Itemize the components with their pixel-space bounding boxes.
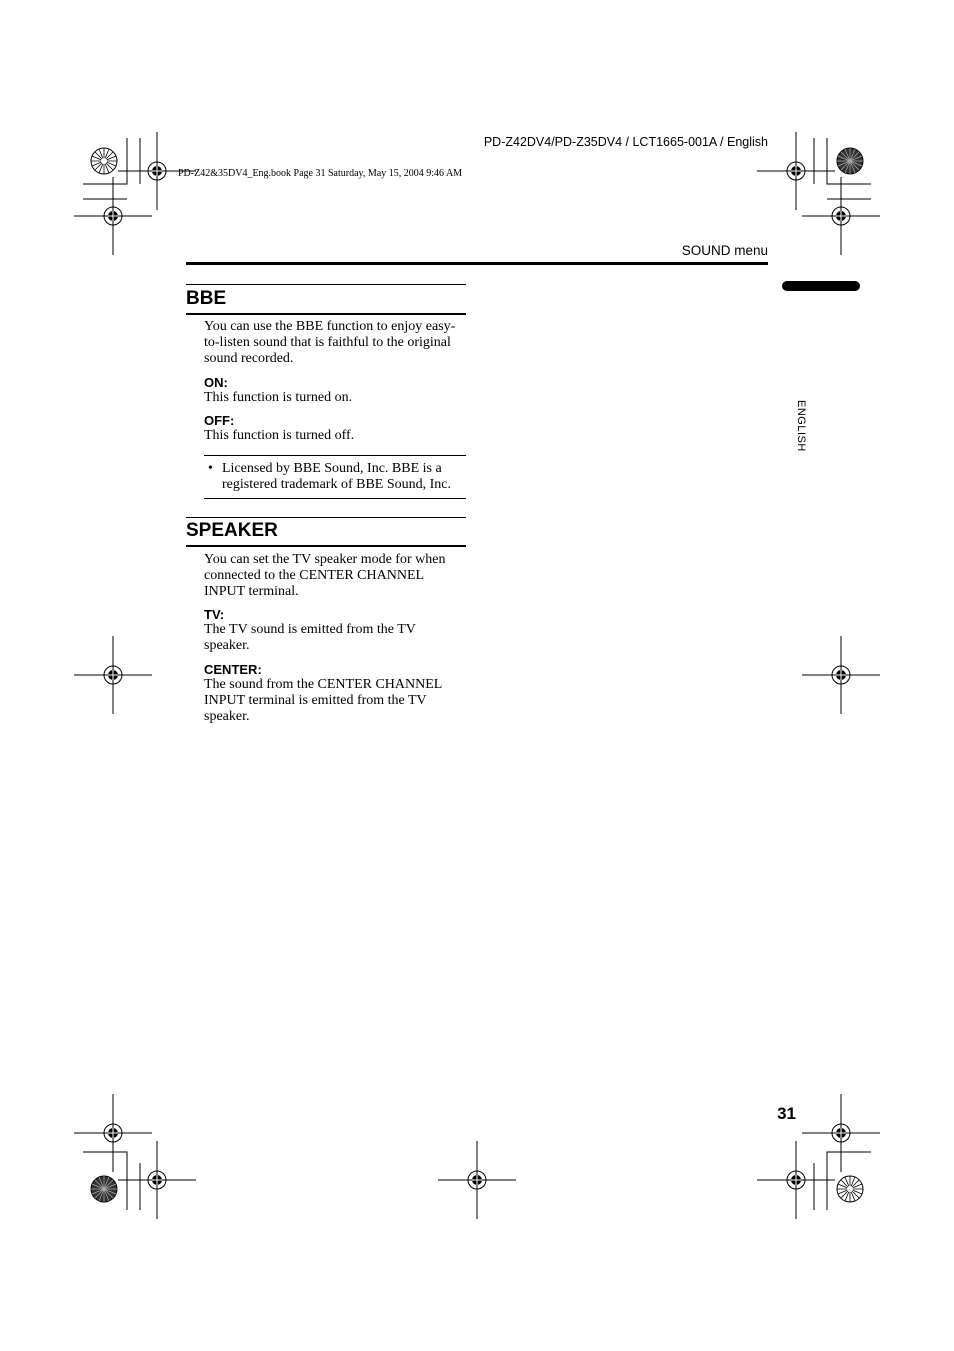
- bbe-off-desc: This function is turned off.: [204, 428, 355, 443]
- speaker-top-rule: [186, 517, 466, 518]
- bbe-heading: BBE: [186, 288, 227, 309]
- speaker-heading: SPEAKER: [186, 520, 278, 541]
- bbe-note-top-rule: [204, 455, 466, 456]
- page-number: 31: [777, 1104, 796, 1123]
- bbe-on-term: ON:: [204, 375, 228, 390]
- speaker-tv-term: TV:: [204, 607, 225, 622]
- language-tab-label: ENGLISH: [795, 400, 807, 452]
- document-id: PD-Z42DV4/PD-Z35DV4 / LCT1665-001A / English: [483, 135, 768, 149]
- bbe-top-rule: [186, 284, 466, 285]
- bbe-off-term: OFF:: [204, 413, 235, 428]
- speaker-center-term: CENTER:: [204, 662, 262, 677]
- bbe-heading-rule: [186, 313, 466, 315]
- bullet-icon: •: [208, 461, 213, 476]
- speaker-center-desc: The sound from the CENTER CHANNEL INPUT terminal is emitted from the TV speaker.: [204, 677, 442, 724]
- bbe-note-bottom-rule: [204, 498, 466, 499]
- book-file-info: PD-Z42&35DV4_Eng.book Page 31 Saturday, May 15, 2004 9:46 AM: [178, 168, 463, 179]
- bbe-trademark-text: Licensed by BBE Sound, Inc. BBE is a registered trademark of BBE Sound, Inc.: [222, 461, 451, 492]
- speaker-heading-rule: [186, 545, 466, 547]
- header-rule: [186, 262, 768, 265]
- bbe-intro: You can use the BBE function to enjoy easy-to-listen sound that is faithful to the original sound recorded.: [204, 319, 456, 366]
- speaker-intro: You can set the TV speaker mode for when connected to the CENTER CHANNEL INPUT terminal.: [204, 552, 446, 599]
- section-header: SOUND menu: [681, 243, 768, 258]
- language-tab-marker: [782, 281, 860, 291]
- bbe-on-desc: This function is turned on.: [204, 390, 353, 405]
- speaker-tv-desc: The TV sound is emitted from the TV speaker.: [204, 622, 416, 653]
